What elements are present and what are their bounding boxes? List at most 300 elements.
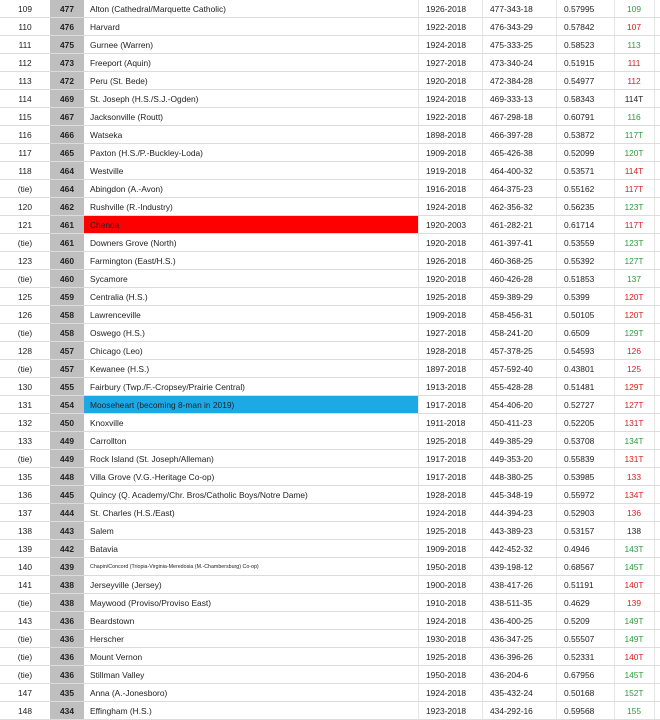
rank-cell[interactable]: (tie) bbox=[17, 598, 33, 608]
table-row[interactable] bbox=[0, 126, 660, 144]
team-cell[interactable]: Downers Grove (North) bbox=[90, 238, 177, 248]
record-cell[interactable]: 439-198-12 bbox=[490, 562, 533, 572]
pct-cell[interactable]: 0.52903 bbox=[564, 508, 595, 518]
table-row[interactable] bbox=[0, 72, 660, 90]
record-cell[interactable]: 457-378-25 bbox=[490, 346, 533, 356]
pct-cell[interactable]: 0.54977 bbox=[564, 76, 595, 86]
table-row[interactable] bbox=[0, 684, 660, 702]
wins-cell[interactable]: 464 bbox=[50, 180, 84, 198]
record-cell[interactable]: 438-511-35 bbox=[490, 598, 533, 608]
rank-cell[interactable]: 117 bbox=[18, 148, 32, 158]
prev-rank-cell[interactable]: 129T bbox=[624, 328, 644, 338]
rank-cell[interactable]: 136 bbox=[18, 490, 32, 500]
rank-cell[interactable]: (tie) bbox=[17, 652, 33, 662]
team-cell[interactable]: Quincy (Q. Academy/Chr. Bros/Catholic Boys/Notre Dame) bbox=[90, 490, 308, 500]
pct-cell[interactable]: 0.51853 bbox=[564, 274, 595, 284]
pct-cell[interactable]: 0.51915 bbox=[564, 58, 595, 68]
table-row[interactable] bbox=[0, 162, 660, 180]
wins-cell[interactable]: 435 bbox=[50, 684, 84, 702]
years-cell[interactable]: 1928-2018 bbox=[426, 490, 467, 500]
team-cell[interactable]: Jacksonville (Routt) bbox=[90, 112, 164, 122]
wins-cell[interactable]: 455 bbox=[50, 378, 84, 396]
pct-cell[interactable]: 0.55392 bbox=[564, 256, 595, 266]
prev-rank-cell[interactable]: 152T bbox=[624, 688, 644, 698]
team-cell[interactable]: Mount Vernon bbox=[90, 652, 143, 662]
prev-rank-cell[interactable]: 140T bbox=[624, 652, 644, 662]
prev-rank-cell[interactable]: 136 bbox=[627, 508, 641, 518]
years-cell[interactable]: 1910-2018 bbox=[426, 598, 467, 608]
pct-cell[interactable]: 0.4946 bbox=[564, 544, 590, 554]
table-row[interactable] bbox=[0, 360, 660, 378]
pct-cell[interactable]: 0.53708 bbox=[564, 436, 595, 446]
wins-cell[interactable]: 473 bbox=[50, 54, 84, 72]
prev-rank-cell[interactable]: 120T bbox=[624, 310, 644, 320]
rank-cell[interactable]: 132 bbox=[18, 418, 32, 428]
wins-cell[interactable]: 459 bbox=[50, 288, 84, 306]
years-cell[interactable]: 1911-2018 bbox=[426, 418, 466, 428]
wins-cell[interactable]: 434 bbox=[50, 702, 84, 720]
pct-cell[interactable]: 0.52205 bbox=[564, 418, 595, 428]
prev-rank-cell[interactable]: 149T bbox=[624, 634, 644, 644]
wins-cell[interactable]: 436 bbox=[50, 612, 84, 630]
rank-cell[interactable]: (tie) bbox=[17, 274, 33, 284]
years-cell[interactable]: 1920-2018 bbox=[426, 76, 467, 86]
team-cell[interactable]: Effingham (H.S.) bbox=[90, 706, 152, 716]
record-cell[interactable]: 462-356-32 bbox=[490, 202, 533, 212]
prev-rank-cell[interactable]: 117T bbox=[624, 184, 644, 194]
team-cell[interactable]: Mooseheart (becoming 8-man in 2019) bbox=[84, 396, 418, 414]
rank-cell[interactable]: (tie) bbox=[17, 454, 33, 464]
table-row[interactable] bbox=[0, 558, 660, 576]
years-cell[interactable]: 1923-2018 bbox=[426, 706, 467, 716]
years-cell[interactable]: 1950-2018 bbox=[426, 670, 467, 680]
rank-cell[interactable]: 120 bbox=[18, 202, 32, 212]
prev-rank-cell[interactable]: 112 bbox=[627, 76, 641, 86]
rank-cell[interactable]: 135 bbox=[18, 472, 32, 482]
team-cell[interactable]: Farmington (East/H.S.) bbox=[90, 256, 176, 266]
record-cell[interactable]: 454-406-20 bbox=[490, 400, 533, 410]
record-cell[interactable]: 465-426-38 bbox=[490, 148, 533, 158]
team-cell[interactable]: Lawrenceville bbox=[90, 310, 141, 320]
rank-cell[interactable]: (tie) bbox=[17, 184, 33, 194]
table-row[interactable] bbox=[0, 378, 660, 396]
record-cell[interactable]: 449-385-29 bbox=[490, 436, 533, 446]
prev-rank-cell[interactable]: 138 bbox=[627, 526, 641, 536]
wins-cell[interactable]: 466 bbox=[50, 126, 84, 144]
rank-cell[interactable]: 139 bbox=[18, 544, 32, 554]
table-row[interactable] bbox=[0, 90, 660, 108]
pct-cell[interactable]: 0.55162 bbox=[564, 184, 595, 194]
prev-rank-cell[interactable]: 120T bbox=[624, 292, 644, 302]
rank-cell[interactable]: 116 bbox=[18, 130, 32, 140]
pct-cell[interactable]: 0.58343 bbox=[564, 94, 595, 104]
pct-cell[interactable]: 0.51481 bbox=[564, 382, 595, 392]
rank-cell[interactable]: 112 bbox=[18, 58, 32, 68]
pct-cell[interactable]: 0.53985 bbox=[564, 472, 595, 482]
team-cell[interactable]: Paxton (H.S./P.-Buckley-Loda) bbox=[90, 148, 203, 158]
prev-rank-cell[interactable]: 125 bbox=[627, 364, 641, 374]
table-row[interactable] bbox=[0, 450, 660, 468]
rank-cell[interactable]: 130 bbox=[18, 382, 32, 392]
pct-cell[interactable]: 0.43801 bbox=[564, 364, 595, 374]
prev-rank-cell[interactable]: 140T bbox=[624, 580, 644, 590]
record-cell[interactable]: 449-353-20 bbox=[490, 454, 533, 464]
years-cell[interactable]: 1922-2018 bbox=[426, 112, 467, 122]
years-cell[interactable]: 1924-2018 bbox=[426, 616, 467, 626]
team-cell[interactable]: Stillman Valley bbox=[90, 670, 145, 680]
rank-cell[interactable]: 148 bbox=[18, 706, 32, 716]
pct-cell[interactable]: 0.53559 bbox=[564, 238, 595, 248]
wins-cell[interactable]: 436 bbox=[50, 648, 84, 666]
table-row[interactable] bbox=[0, 486, 660, 504]
years-cell[interactable]: 1924-2018 bbox=[426, 688, 467, 698]
wins-cell[interactable]: 475 bbox=[50, 36, 84, 54]
pct-cell[interactable]: 0.4629 bbox=[564, 598, 590, 608]
record-cell[interactable]: 458-456-31 bbox=[490, 310, 533, 320]
table-row[interactable] bbox=[0, 504, 660, 522]
years-cell[interactable]: 1927-2018 bbox=[426, 328, 467, 338]
rank-cell[interactable]: 141 bbox=[18, 580, 32, 590]
prev-rank-cell[interactable]: 127T bbox=[624, 400, 644, 410]
wins-cell[interactable]: 454 bbox=[50, 396, 84, 414]
years-cell[interactable]: 1928-2018 bbox=[426, 346, 467, 356]
record-cell[interactable]: 472-384-28 bbox=[490, 76, 533, 86]
years-cell[interactable]: 1900-2018 bbox=[426, 580, 467, 590]
table-row[interactable] bbox=[0, 54, 660, 72]
table-row[interactable] bbox=[0, 216, 660, 234]
wins-cell[interactable]: 444 bbox=[50, 504, 84, 522]
record-cell[interactable]: 477-343-18 bbox=[490, 4, 533, 14]
rank-cell[interactable]: 113 bbox=[18, 76, 32, 86]
rank-cell[interactable]: (tie) bbox=[17, 364, 33, 374]
table-row[interactable] bbox=[0, 432, 660, 450]
team-cell[interactable]: St. Charles (H.S./East) bbox=[90, 508, 175, 518]
wins-cell[interactable]: 449 bbox=[50, 450, 84, 468]
wins-cell[interactable]: 442 bbox=[50, 540, 84, 558]
rank-cell[interactable]: 123 bbox=[18, 256, 32, 266]
team-cell[interactable]: Beardstown bbox=[90, 616, 135, 626]
rank-cell[interactable]: (tie) bbox=[17, 670, 33, 680]
wins-cell[interactable]: 469 bbox=[50, 90, 84, 108]
prev-rank-cell[interactable]: 116 bbox=[627, 112, 641, 122]
team-cell[interactable]: Jerseyville (Jersey) bbox=[90, 580, 162, 590]
pct-cell[interactable]: 0.6509 bbox=[564, 328, 590, 338]
record-cell[interactable]: 469-333-13 bbox=[490, 94, 533, 104]
table-row[interactable] bbox=[0, 180, 660, 198]
years-cell[interactable]: 1950-2018 bbox=[426, 562, 467, 572]
years-cell[interactable]: 1924-2018 bbox=[426, 94, 467, 104]
team-cell[interactable]: Centralia (H.S.) bbox=[90, 292, 148, 302]
team-cell[interactable]: Rushville (R.-Industry) bbox=[90, 202, 173, 212]
prev-rank-cell[interactable]: 107 bbox=[627, 22, 641, 32]
prev-rank-cell[interactable]: 117T bbox=[624, 130, 644, 140]
years-cell[interactable]: 1925-2018 bbox=[426, 526, 467, 536]
wins-cell[interactable]: 472 bbox=[50, 72, 84, 90]
table-row[interactable] bbox=[0, 18, 660, 36]
rank-cell[interactable]: 137 bbox=[18, 508, 32, 518]
wins-cell[interactable]: 457 bbox=[50, 342, 84, 360]
wins-cell[interactable]: 460 bbox=[50, 270, 84, 288]
pct-cell[interactable]: 0.56235 bbox=[564, 202, 595, 212]
prev-rank-cell[interactable]: 126 bbox=[627, 346, 641, 356]
rank-cell[interactable]: 131 bbox=[18, 400, 32, 410]
record-cell[interactable]: 460-368-25 bbox=[490, 256, 533, 266]
years-cell[interactable]: 1925-2018 bbox=[426, 436, 467, 446]
years-cell[interactable]: 1909-2018 bbox=[426, 148, 467, 158]
years-cell[interactable]: 1922-2018 bbox=[426, 22, 467, 32]
record-cell[interactable]: 467-298-18 bbox=[490, 112, 533, 122]
table-row[interactable] bbox=[0, 306, 660, 324]
prev-rank-cell[interactable]: 131T bbox=[624, 418, 644, 428]
pct-cell[interactable]: 0.55972 bbox=[564, 490, 595, 500]
pct-cell[interactable]: 0.52099 bbox=[564, 148, 595, 158]
record-cell[interactable]: 434-292-16 bbox=[490, 706, 533, 716]
prev-rank-cell[interactable]: 145T bbox=[624, 670, 644, 680]
years-cell[interactable]: 1920-2018 bbox=[426, 238, 467, 248]
prev-rank-cell[interactable]: 111 bbox=[627, 58, 641, 68]
prev-rank-cell[interactable]: 134T bbox=[624, 436, 644, 446]
prev-rank-cell[interactable]: 131T bbox=[624, 454, 644, 464]
years-cell[interactable]: 1909-2018 bbox=[426, 544, 467, 554]
rank-cell[interactable]: 110 bbox=[18, 22, 32, 32]
table-row[interactable] bbox=[0, 324, 660, 342]
wins-cell[interactable]: 477 bbox=[50, 0, 84, 18]
rank-cell[interactable]: 128 bbox=[18, 346, 32, 356]
table-row[interactable] bbox=[0, 396, 660, 414]
wins-cell[interactable]: 445 bbox=[50, 486, 84, 504]
pct-cell[interactable]: 0.5399 bbox=[564, 292, 590, 302]
record-cell[interactable]: 460-426-28 bbox=[490, 274, 533, 284]
team-cell[interactable]: Villa Grove (V.G.-Heritage Co-op) bbox=[90, 472, 215, 482]
team-cell[interactable]: Anna (A.-Jonesboro) bbox=[90, 688, 168, 698]
wins-cell[interactable]: 438 bbox=[50, 594, 84, 612]
team-cell[interactable]: Fairbury (Twp./F.-Cropsey/Prairie Central) bbox=[90, 382, 245, 392]
team-cell[interactable]: Chapin/Concord (Triopia-Virginia-Meredosia (M.-Chambersburg) Co-op) bbox=[90, 564, 259, 570]
pct-cell[interactable]: 0.50105 bbox=[564, 310, 595, 320]
prev-rank-cell[interactable]: 155 bbox=[627, 706, 641, 716]
record-cell[interactable]: 444-394-23 bbox=[490, 508, 533, 518]
years-cell[interactable]: 1927-2018 bbox=[426, 58, 467, 68]
years-cell[interactable]: 1909-2018 bbox=[426, 310, 467, 320]
prev-rank-cell[interactable]: 123T bbox=[624, 238, 644, 248]
prev-rank-cell[interactable]: 134T bbox=[624, 490, 644, 500]
rank-cell[interactable]: 118 bbox=[18, 166, 32, 176]
team-cell[interactable]: St. Joseph (H.S./S.J.-Ogden) bbox=[90, 94, 199, 104]
years-cell[interactable]: 1925-2018 bbox=[426, 652, 467, 662]
years-cell[interactable]: 1926-2018 bbox=[426, 4, 467, 14]
team-cell[interactable]: Herscher bbox=[90, 634, 124, 644]
pct-cell[interactable]: 0.59568 bbox=[564, 706, 595, 716]
prev-rank-cell[interactable]: 137 bbox=[627, 274, 641, 284]
prev-rank-cell[interactable]: 143T bbox=[624, 544, 644, 554]
wins-cell[interactable]: 464 bbox=[50, 162, 84, 180]
record-cell[interactable]: 475-333-25 bbox=[490, 40, 533, 50]
table-row[interactable] bbox=[0, 522, 660, 540]
wins-cell[interactable]: 450 bbox=[50, 414, 84, 432]
record-cell[interactable]: 450-411-23 bbox=[490, 418, 533, 428]
team-cell[interactable]: Maywood (Proviso/Proviso East) bbox=[90, 598, 212, 608]
rank-cell[interactable]: 138 bbox=[18, 526, 32, 536]
table-row[interactable] bbox=[0, 576, 660, 594]
rank-cell[interactable]: 126 bbox=[18, 310, 32, 320]
rank-cell[interactable]: 111 bbox=[18, 40, 32, 50]
table-row[interactable] bbox=[0, 702, 660, 720]
team-cell[interactable]: Chicago (Leo) bbox=[90, 346, 143, 356]
rank-cell[interactable]: 147 bbox=[18, 688, 32, 698]
prev-rank-cell[interactable]: 133 bbox=[627, 472, 641, 482]
wins-cell[interactable]: 457 bbox=[50, 360, 84, 378]
wins-cell[interactable]: 467 bbox=[50, 108, 84, 126]
table-row[interactable] bbox=[0, 648, 660, 666]
table-row[interactable] bbox=[0, 666, 660, 684]
table-row[interactable] bbox=[0, 468, 660, 486]
rank-cell[interactable]: 125 bbox=[18, 292, 32, 302]
pct-cell[interactable]: 0.55839 bbox=[564, 454, 595, 464]
wins-cell[interactable]: 462 bbox=[50, 198, 84, 216]
team-cell[interactable]: Watseka bbox=[90, 130, 123, 140]
prev-rank-cell[interactable]: 113 bbox=[627, 40, 641, 50]
rank-cell[interactable]: (tie) bbox=[17, 328, 33, 338]
years-cell[interactable]: 1926-2018 bbox=[426, 256, 467, 266]
wins-cell[interactable]: 476 bbox=[50, 18, 84, 36]
prev-rank-cell[interactable]: 149T bbox=[624, 616, 644, 626]
years-cell[interactable]: 1917-2018 bbox=[426, 400, 467, 410]
table-row[interactable] bbox=[0, 342, 660, 360]
table-row[interactable] bbox=[0, 198, 660, 216]
record-cell[interactable]: 461-282-21 bbox=[490, 220, 533, 230]
wins-cell[interactable]: 438 bbox=[50, 576, 84, 594]
rank-cell[interactable]: 143 bbox=[18, 616, 32, 626]
table-row[interactable] bbox=[0, 108, 660, 126]
pct-cell[interactable]: 0.52331 bbox=[564, 652, 595, 662]
team-cell[interactable]: Chenoa bbox=[84, 216, 418, 234]
team-cell[interactable]: Freeport (Aquin) bbox=[90, 58, 151, 68]
prev-rank-cell[interactable]: 117T bbox=[624, 220, 644, 230]
wins-cell[interactable]: 436 bbox=[50, 630, 84, 648]
wins-cell[interactable]: 443 bbox=[50, 522, 84, 540]
pct-cell[interactable]: 0.68567 bbox=[564, 562, 595, 572]
record-cell[interactable]: 466-397-28 bbox=[490, 130, 533, 140]
pct-cell[interactable]: 0.57995 bbox=[564, 4, 595, 14]
table-row[interactable] bbox=[0, 612, 660, 630]
team-cell[interactable]: Gurnee (Warren) bbox=[90, 40, 153, 50]
pct-cell[interactable]: 0.58523 bbox=[564, 40, 595, 50]
years-cell[interactable]: 1924-2018 bbox=[426, 202, 467, 212]
record-cell[interactable]: 436-347-25 bbox=[490, 634, 533, 644]
pct-cell[interactable]: 0.54593 bbox=[564, 346, 595, 356]
table-row[interactable] bbox=[0, 594, 660, 612]
pct-cell[interactable]: 0.51191 bbox=[564, 580, 594, 590]
rank-cell[interactable]: 133 bbox=[18, 436, 32, 446]
pct-cell[interactable]: 0.53872 bbox=[564, 130, 595, 140]
team-cell[interactable]: Batavia bbox=[90, 544, 118, 554]
years-cell[interactable]: 1920-2018 bbox=[426, 274, 467, 284]
pct-cell[interactable]: 0.61714 bbox=[564, 220, 595, 230]
record-cell[interactable]: 457-592-40 bbox=[490, 364, 533, 374]
team-cell[interactable]: Harvard bbox=[90, 22, 120, 32]
years-cell[interactable]: 1917-2018 bbox=[426, 454, 467, 464]
record-cell[interactable]: 464-400-32 bbox=[490, 166, 533, 176]
prev-rank-cell[interactable]: 129T bbox=[624, 382, 644, 392]
record-cell[interactable]: 436-396-26 bbox=[490, 652, 533, 662]
record-cell[interactable]: 464-375-23 bbox=[490, 184, 533, 194]
prev-rank-cell[interactable]: 145T bbox=[624, 562, 644, 572]
team-cell[interactable]: Salem bbox=[90, 526, 114, 536]
team-cell[interactable]: Knoxville bbox=[90, 418, 124, 428]
record-cell[interactable]: 435-432-24 bbox=[490, 688, 533, 698]
prev-rank-cell[interactable]: 114T bbox=[624, 94, 644, 104]
wins-cell[interactable]: 436 bbox=[50, 666, 84, 684]
years-cell[interactable]: 1897-2018 bbox=[426, 364, 467, 374]
prev-rank-cell[interactable]: 127T bbox=[624, 256, 644, 266]
record-cell[interactable]: 436-400-25 bbox=[490, 616, 533, 626]
prev-rank-cell[interactable]: 123T bbox=[624, 202, 644, 212]
wins-cell[interactable]: 458 bbox=[50, 324, 84, 342]
pct-cell[interactable]: 0.55507 bbox=[564, 634, 595, 644]
record-cell[interactable]: 459-389-29 bbox=[490, 292, 533, 302]
prev-rank-cell[interactable]: 109 bbox=[627, 4, 641, 14]
table-row[interactable] bbox=[0, 234, 660, 252]
rank-cell[interactable]: 115 bbox=[18, 112, 32, 122]
years-cell[interactable]: 1917-2018 bbox=[426, 472, 467, 482]
team-cell[interactable]: Westville bbox=[90, 166, 124, 176]
team-cell[interactable]: Kewanee (H.S.) bbox=[90, 364, 150, 374]
wins-cell[interactable]: 448 bbox=[50, 468, 84, 486]
table-row[interactable] bbox=[0, 0, 660, 18]
record-cell[interactable]: 445-348-19 bbox=[490, 490, 533, 500]
rank-cell[interactable]: 140 bbox=[18, 562, 32, 572]
wins-cell[interactable]: 458 bbox=[50, 306, 84, 324]
rank-cell[interactable]: (tie) bbox=[17, 634, 33, 644]
record-cell[interactable]: 461-397-41 bbox=[490, 238, 533, 248]
record-cell[interactable]: 455-428-28 bbox=[490, 382, 533, 392]
table-row[interactable] bbox=[0, 270, 660, 288]
prev-rank-cell[interactable]: 139 bbox=[627, 598, 641, 608]
record-cell[interactable]: 442-452-32 bbox=[490, 544, 533, 554]
years-cell[interactable]: 1925-2018 bbox=[426, 292, 467, 302]
rank-cell[interactable]: (tie) bbox=[17, 238, 33, 248]
years-cell[interactable]: 1920-2003 bbox=[426, 220, 467, 230]
pct-cell[interactable]: 0.67956 bbox=[564, 670, 595, 680]
prev-rank-cell[interactable]: 120T bbox=[624, 148, 644, 158]
record-cell[interactable]: 443-389-23 bbox=[490, 526, 533, 536]
record-cell[interactable]: 473-340-24 bbox=[490, 58, 533, 68]
table-row[interactable] bbox=[0, 36, 660, 54]
wins-cell[interactable]: 465 bbox=[50, 144, 84, 162]
table-row[interactable] bbox=[0, 630, 660, 648]
wins-cell[interactable]: 439 bbox=[50, 558, 84, 576]
years-cell[interactable]: 1919-2018 bbox=[426, 166, 467, 176]
team-cell[interactable]: Abingdon (A.-Avon) bbox=[90, 184, 163, 194]
team-cell[interactable]: Carrollton bbox=[90, 436, 127, 446]
pct-cell[interactable]: 0.53157 bbox=[564, 526, 595, 536]
pct-cell[interactable]: 0.5209 bbox=[564, 616, 590, 626]
rank-cell[interactable]: 109 bbox=[18, 4, 32, 14]
table-row[interactable] bbox=[0, 288, 660, 306]
years-cell[interactable]: 1930-2018 bbox=[426, 634, 467, 644]
pct-cell[interactable]: 0.57842 bbox=[564, 22, 595, 32]
table-row[interactable] bbox=[0, 414, 660, 432]
table-row[interactable] bbox=[0, 252, 660, 270]
pct-cell[interactable]: 0.53571 bbox=[564, 166, 595, 176]
prev-rank-cell[interactable]: 114T bbox=[624, 166, 644, 176]
wins-cell[interactable]: 460 bbox=[50, 252, 84, 270]
record-cell[interactable]: 448-380-25 bbox=[490, 472, 533, 482]
wins-cell[interactable]: 449 bbox=[50, 432, 84, 450]
rank-cell[interactable]: 114 bbox=[18, 94, 32, 104]
record-cell[interactable]: 458-241-20 bbox=[490, 328, 533, 338]
team-cell[interactable]: Rock Island (St. Joseph/Alleman) bbox=[90, 454, 214, 464]
